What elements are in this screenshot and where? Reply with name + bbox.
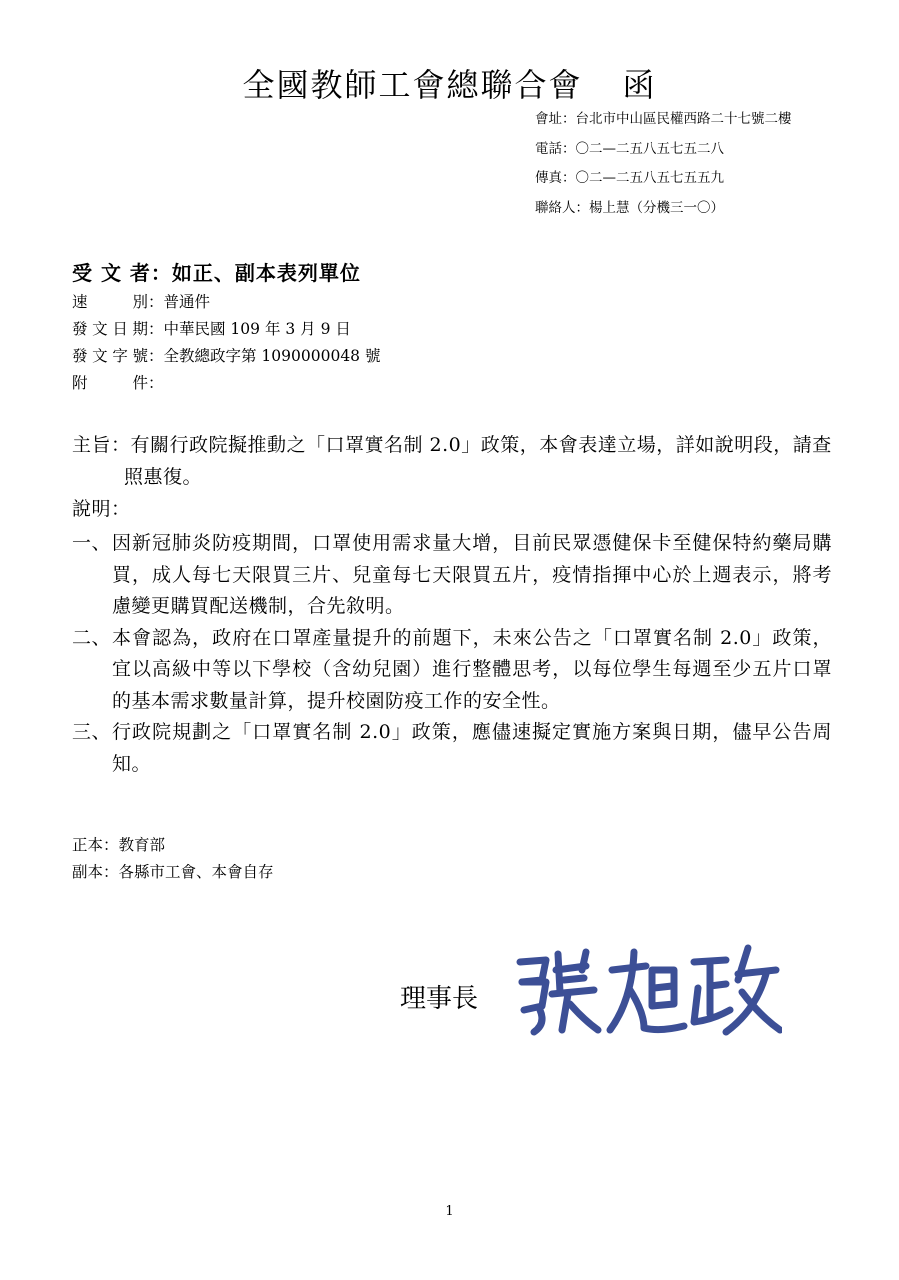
date-value: ：中華民國 109 年 3 月 9 日 <box>148 320 351 338</box>
subject-label: 主旨： <box>72 434 131 456</box>
signer-title: 理事長 <box>400 984 479 1014</box>
subject-text: 有關行政院擬推動之「口罩實名制 2.0」政策，本會表達立場，詳如說明段，請查照惠復。 <box>124 434 832 488</box>
subject-section <box>72 430 832 493</box>
fax-line: 傳真：〇二—二五八五七五五九 <box>535 170 724 186</box>
signature-block <box>400 940 820 1050</box>
explanation-item <box>72 717 832 780</box>
explanation-item-number: 三、 <box>72 721 112 743</box>
handwritten-signature <box>512 940 782 1040</box>
page-number: 1 <box>445 1204 454 1219</box>
attachment-label: 附件 <box>72 374 148 392</box>
explanation-item-number: 一、 <box>72 532 112 554</box>
document-number-row <box>72 343 380 370</box>
address-line: 會址：台北市中山區民權西路二十七號二樓 <box>535 111 792 127</box>
explanation-label: 說明： <box>72 498 131 520</box>
contact-person-line: 聯絡人：楊上慧（分機三一〇） <box>535 199 724 216</box>
explanation-item <box>72 623 832 718</box>
phone-line: 電話：〇二—二五八五七五二八 <box>535 140 724 157</box>
attachment-row <box>72 370 380 397</box>
document-number-value: ：全教總政字第 1090000048 號 <box>148 347 381 365</box>
explanation-item <box>72 528 832 623</box>
attachment-value: ： <box>148 374 164 392</box>
speed-row <box>72 289 380 316</box>
explanation-list <box>72 528 832 780</box>
main-copy-line: 正本：教育部 <box>72 836 166 854</box>
organization-name: 全國教師工會總聯合會 <box>242 66 583 104</box>
date-row <box>72 316 380 343</box>
explanation-item-number: 二、 <box>72 626 112 649</box>
speed-label: 速別 <box>72 293 148 311</box>
document-meta <box>72 289 380 397</box>
explanation-item-text: 行政院規劃之「口罩實名制 2.0」政策，應儘速擬定實施方案與日期，儘早公告周知。 <box>112 721 832 775</box>
explanation-item-text: 因新冠肺炎防疫期間，口罩使用需求量大增，目前民眾憑健保卡至健保特約藥局購買，成人每七天限買三片、兒童每七天限買五片，疫情指揮中心於上週表示，將考慮變更購買配送機制，合先敘明。 <box>112 532 832 617</box>
document-number-label: 發文字號 <box>72 347 148 365</box>
recipient-line: 受 文 者：如正、副本表列單位 <box>72 261 361 285</box>
contact-block <box>535 105 875 223</box>
speed-value: ：普通件 <box>148 293 211 311</box>
document-type: 函 <box>622 66 657 104</box>
copies-block <box>72 832 274 886</box>
letter-title <box>0 60 899 106</box>
explanation-item-text: 本會認為，政府在口罩產量提升的前題下，未來公告之「口罩實名制 2.0」政策，宜以高級中等以下學校（含幼兒園）進行整體思考，以每位學生每週至少五片口罩的基本需求數量計算，提升校園防疫工作的安全性。 <box>112 626 832 712</box>
date-label: 發文日期 <box>72 320 148 338</box>
cc-copy-line: 副本：各縣市工會、本會自存 <box>72 863 274 881</box>
